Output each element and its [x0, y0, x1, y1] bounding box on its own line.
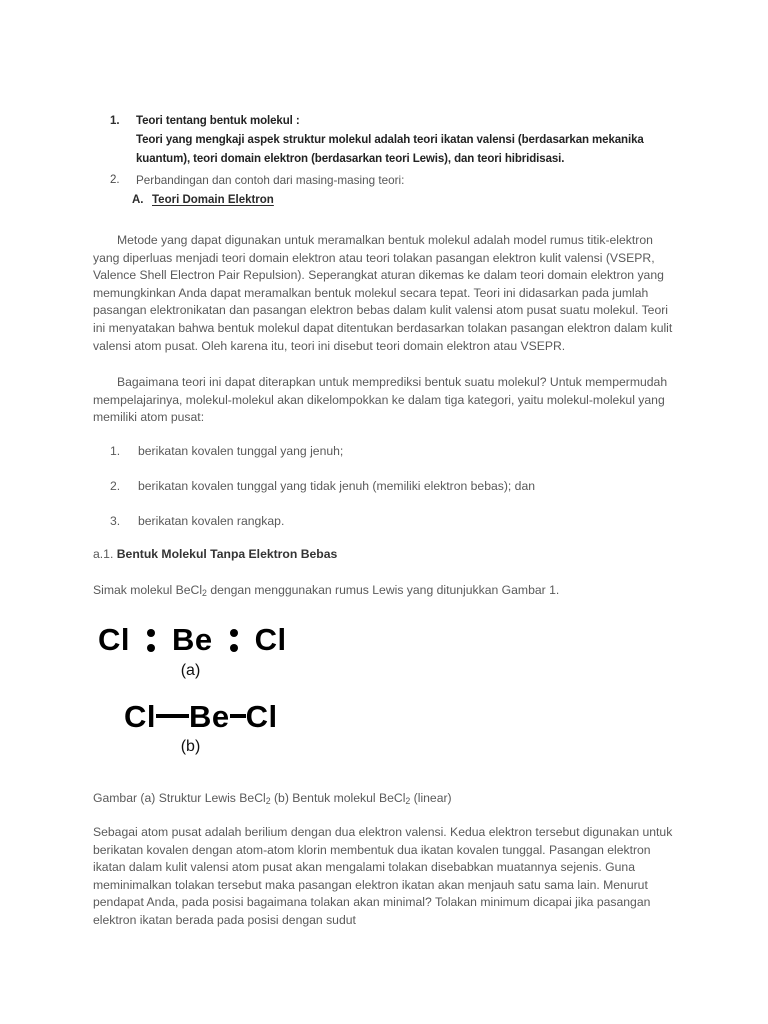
- list-item-number: 2.: [110, 479, 121, 493]
- lewis-structure-a: [93, 618, 393, 660]
- caption-subscript-1: 2: [265, 796, 271, 807]
- caption-part-2: (b) Bentuk molekul BeCl: [270, 791, 406, 805]
- bond-atom-right: Cl: [245, 698, 278, 734]
- covalent-bond-line-icon: [230, 714, 246, 718]
- lewis-atom-left: Cl: [98, 621, 130, 657]
- paragraph-vsepr-intro-text: Metode yang dapat digunakan untuk meramalkan bentuk molekul adalah model rumus titik-elektron yang diperluas menjadi teori domain elektron atau teori tolakan pasangan elektron kulit valensi (VSEPR, Valence Shell Electron Pair Repulsion). Seperangkat aturan dikemas ke dalam teori domain elektron yang memungkinkan Anda dapat meramalkan bentuk molekul secara tepat. Teori ini didasarkan pada jumlah pasangan elektronikatan dan pasangan elektron bebas dalam kulit valensi atom pusat suatu molekul. Teori ini menyatakan bahwa bentuk molekul dapat ditentukan berdasarkan tolakan pasangan elektron dalam kulit valensi atom pusat. Oleh karena itu, teori ini disebut teori domain elektron atau VSEPR.: [93, 233, 673, 353]
- figure-label-b: (b): [180, 738, 201, 755]
- simak-line: [93, 582, 559, 602]
- simak-subscript: 2: [202, 588, 207, 599]
- paragraph-berilium-explanation: [93, 824, 673, 930]
- list-item: [110, 478, 670, 513]
- bond-structure-b: [93, 696, 393, 736]
- list-item: [110, 443, 670, 478]
- list-item: [110, 513, 670, 548]
- subheading-a1-title: Bentuk Molekul Tanpa Elektron Bebas: [116, 547, 338, 561]
- subheading-a1-prefix: a.1.: [93, 547, 114, 561]
- outline-item-1-number: 1.: [110, 115, 120, 127]
- figure-becl2: [93, 618, 393, 756]
- outline-subitem-a: [132, 191, 670, 210]
- simak-after: dengan menggunakan rumus Lewis yang ditunjukkan Gambar 1.: [206, 583, 560, 597]
- molecule-category-list: [110, 443, 670, 548]
- list-item-number: 1.: [110, 444, 121, 458]
- outline-item-1-title: Teori tentang bentuk molekul :: [136, 115, 300, 127]
- simak-before: Simak molekul BeCl: [93, 583, 203, 597]
- outline-list: [110, 112, 670, 210]
- electron-dot-icon: [147, 629, 155, 637]
- figure-label-a: (a): [180, 662, 201, 679]
- outline-subitem-a-label: Teori Domain Elektron: [152, 194, 274, 206]
- electron-dot-icon: [230, 629, 238, 637]
- caption-part-3: (linear): [410, 791, 452, 805]
- list-item-text: berikatan kovalen rangkap.: [138, 514, 285, 528]
- electron-pair-dots-right-icon: [230, 627, 238, 652]
- electron-dot-icon: [230, 644, 238, 652]
- paragraph-berilium-text: Sebagai atom pusat adalah berilium dengan dua elektron valensi. Kedua elektron tersebut digunakan untuk berikatan kovalen dengan atom-atom klorin membentuk dua ikatan kovalen tunggal. Pasangan elektron ikatan dalam kulit valensi atom pusat akan mengalami tolakan disebabkan muatannya sejenis. Guna meminimalkan tolakan tersebut maka pasangan elektron ikatan akan menjauh satu sama lain. Menurut pendapat Anda, pada posisi bagaimana tolakan akan minimal? Tolakan minimum dicapai jika pasangan elektron ikatan berada pada posisi dengan sudut: [93, 825, 673, 927]
- outline-item-1-detail-text: Teori yang mengkaji aspek struktur molekul adalah teori ikatan valensi (berdasarkan mekanika kuantum), teori domain elektron (berdasarkan teori Lewis), dan teori hibridisasi.: [136, 134, 644, 165]
- paragraph-categories-intro-text: Bagaimana teori ini dapat diterapkan untuk memprediksi bentuk suatu molekul? Untuk mempermudah mempelajarinya, molekul-molekul akan dikelompokkan ke dalam tiga kategori, yaitu molekul-molekul yang memiliki atom pusat:: [93, 375, 668, 425]
- caption-subscript-2: 2: [405, 796, 411, 807]
- figure-caption: [93, 790, 452, 810]
- list-item-number: 3.: [110, 514, 121, 528]
- list-item-text: berikatan kovalen tunggal yang jenuh;: [138, 444, 344, 458]
- list-item-text: berikatan kovalen tunggal yang tidak jenuh (memiliki elektron bebas); dan: [138, 479, 536, 493]
- outline-item-2-title: Perbandingan dan contoh dari masing-masing teori:: [136, 174, 405, 187]
- paragraph-vsepr-intro: [93, 232, 673, 355]
- electron-pair-dots-left-icon: [147, 627, 155, 652]
- lewis-atom-right: Cl: [254, 621, 287, 657]
- caption-part-1: Gambar (a) Struktur Lewis BeCl: [93, 791, 266, 805]
- outline-subitem-a-letter: A.: [132, 194, 144, 206]
- paragraph-categories-intro: [93, 374, 673, 427]
- outline-item-2-number: 2.: [110, 174, 120, 186]
- bond-atom-center: Be: [189, 698, 230, 734]
- outline-item-1: [110, 112, 670, 131]
- lewis-atom-center: Be: [172, 621, 213, 657]
- subheading-a1: [93, 546, 337, 563]
- electron-dot-icon: [147, 644, 155, 652]
- covalent-bond-line-icon: [156, 714, 189, 718]
- outline-item-1-detail: [110, 131, 670, 169]
- bond-atom-left: Cl: [124, 698, 156, 734]
- outline-item-2: [110, 171, 670, 190]
